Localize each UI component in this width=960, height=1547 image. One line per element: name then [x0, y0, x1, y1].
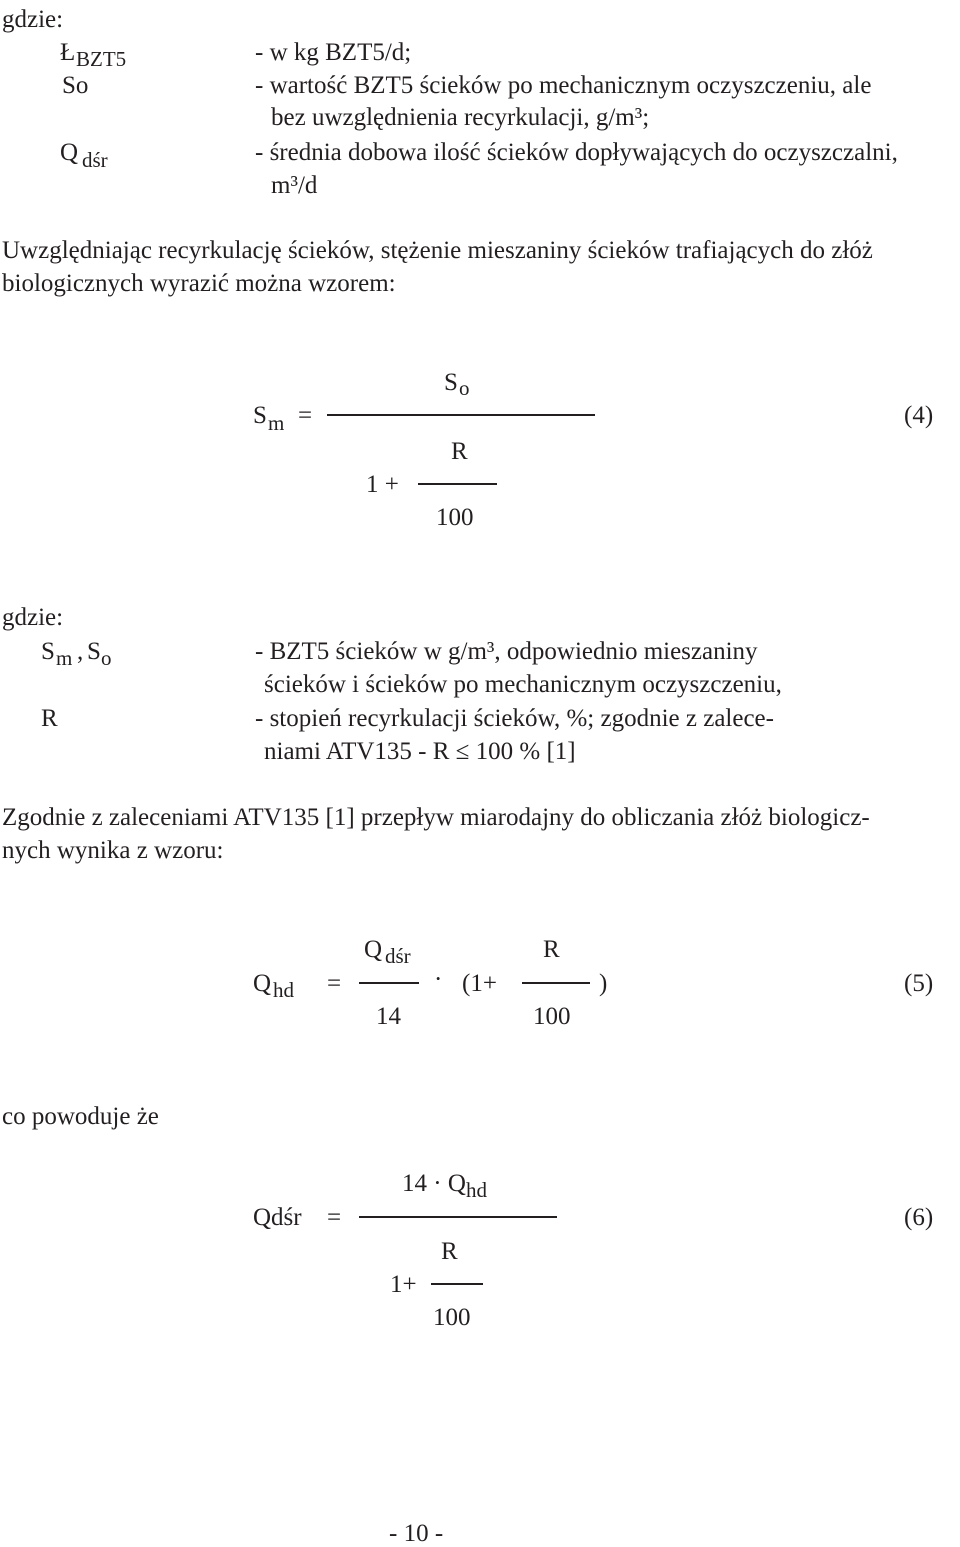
definition-so-line1: - wartość BZT5 ścieków po mechanicznym oczyszczeniu, ale — [255, 72, 872, 99]
definition-l: - w kg BZT5/d; — [255, 39, 412, 66]
eq4-lhs-subscript: m — [268, 411, 285, 435]
definition-r-line2: niami ATV135 - R ≤ 100 % [1] — [264, 738, 576, 765]
paragraph-1-line1: Uwzględniając recyrkulację ścieków, stężenie mieszaniny ścieków trafiających do złóż — [2, 237, 873, 264]
symbol-comma: , — [77, 638, 84, 665]
symbol-r: R — [41, 705, 58, 732]
eq5-equals: = — [327, 970, 342, 997]
symbol-l-subscript: BZT5 — [76, 47, 127, 71]
symbol-so: So — [62, 72, 89, 99]
paragraph-2-line2: nych wynika z wzoru: — [2, 837, 224, 864]
eq5-open-paren: (1+ — [462, 970, 497, 997]
eq6-numerator-subscript: hd — [466, 1178, 487, 1202]
page-number: - 10 - — [389, 1520, 444, 1547]
eq4-den-prefix: 1 + — [366, 471, 399, 498]
eq5-label: (5) — [904, 970, 934, 997]
definition-s-line2: ścieków i ścieków po mechanicznym oczyszczeniu, — [264, 671, 782, 698]
symbol-sm: S — [41, 638, 55, 665]
eq6-numerator: 14 · Q — [402, 1170, 466, 1197]
eq5-fraction1-numerator: Q — [364, 936, 383, 963]
eq6-label: (6) — [904, 1204, 934, 1231]
eq5-lhs: Q — [253, 970, 272, 997]
symbol-l: Ł — [60, 39, 76, 66]
eq5-fraction1-numerator-subscript: dśr — [385, 944, 411, 968]
symbol-q-subscript: dśr — [82, 148, 108, 172]
eq5-fraction2-numerator: R — [543, 936, 560, 963]
gdzie-label-2: gdzie: — [2, 604, 64, 631]
eq6-main-fraction-bar — [359, 1216, 557, 1218]
eq6-den-denominator: 100 — [433, 1304, 471, 1331]
symbol-sm-subscript: m — [56, 646, 73, 670]
definition-so-line2: bez uwzględnienia recyrkulacji, g/m³; — [271, 104, 650, 131]
definition-s-line1: - BZT5 ścieków w g/m³, odpowiednio mieszaniny — [255, 638, 758, 665]
eq5-fraction1-denominator: 14 — [376, 1003, 401, 1030]
eq4-numerator-subscript: o — [459, 376, 470, 400]
eq4-label: (4) — [904, 402, 934, 429]
eq5-dot: · — [434, 966, 443, 993]
symbol-q: Q — [60, 139, 79, 166]
eq6-den-numerator: R — [441, 1238, 458, 1265]
eq4-numerator: S — [444, 369, 458, 396]
paragraph-3: co powoduje że — [2, 1103, 159, 1130]
eq4-equals: = — [298, 402, 313, 429]
eq5-fraction2-denominator: 100 — [533, 1003, 571, 1030]
eq6-den-prefix: 1+ — [390, 1271, 417, 1298]
eq6-equals: = — [327, 1204, 342, 1231]
eq4-main-fraction-bar — [327, 414, 595, 416]
paragraph-2-line1: Zgodnie z zaleceniami ATV135 [1] przepływ miarodajny do obliczania złóż biologicz- — [2, 804, 870, 831]
symbol-so-2-subscript: o — [101, 646, 112, 670]
paragraph-1-line2: biologicznych wyrazić można wzorem: — [2, 270, 396, 297]
eq5-lhs-subscript: hd — [273, 978, 294, 1002]
eq4-den-numerator: R — [451, 438, 468, 465]
eq6-inner-fraction-bar — [431, 1283, 483, 1285]
definition-q-line2: m³/d — [271, 172, 318, 199]
eq6-lhs: Qdśr — [253, 1204, 302, 1231]
eq4-inner-fraction-bar — [418, 483, 497, 485]
eq4-den-denominator: 100 — [436, 504, 474, 531]
definition-r-line1: - stopień recyrkulacji ścieków, %; zgodnie z zalece- — [255, 705, 774, 732]
eq5-close-paren: ) — [599, 970, 608, 997]
definition-q-line1: - średnia dobowa ilość ścieków dopływających do oczyszczalni, — [255, 139, 898, 166]
gdzie-label: gdzie: — [2, 6, 64, 33]
eq5-fraction1-bar — [359, 982, 419, 984]
eq5-fraction2-bar — [522, 982, 590, 984]
symbol-so-2: S — [87, 638, 101, 665]
eq4-lhs: S — [253, 402, 267, 429]
